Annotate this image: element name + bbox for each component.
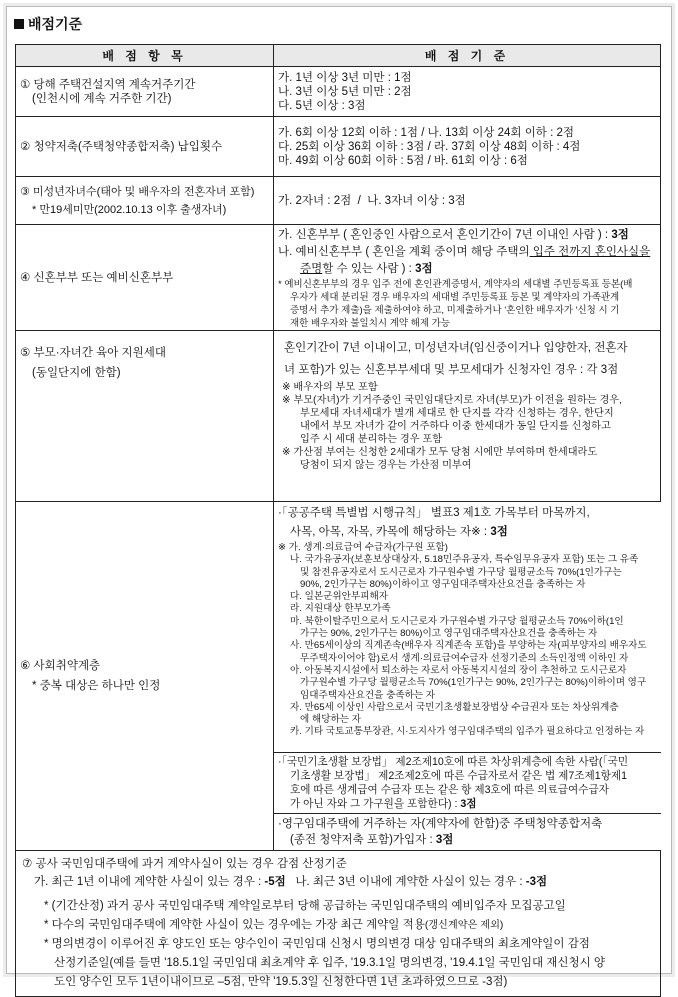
text: 나. 최근 3년 이내에 계약한 사실이 있는 경우 : bbox=[285, 876, 526, 888]
text: 기초생활 보장법」 제2조제2호에 따른 수급자로서 같은 법 제7조제1항제1 bbox=[290, 770, 627, 782]
text: 마. 49회 이상 60회 이하 : 5점 / 바. 61회 이상 : 6점 bbox=[278, 154, 528, 167]
text: ① 당해 주택건설지역 계속거주기간 bbox=[20, 78, 196, 91]
scoring-table bbox=[15, 44, 661, 997]
row2-item bbox=[16, 117, 274, 177]
text: ⑤ 부모·자녀간 육아 지원세대 bbox=[20, 347, 166, 359]
text: 가. 최근 1년 이내에 계약한 사실이 있는 경우 : bbox=[34, 876, 265, 888]
table-row bbox=[16, 117, 661, 177]
note: 도인 양수인 모두 1년이내이므로 –5점, 만약 '19.5.3일 신청한다면 1년 초과하였으므로 -3점) bbox=[54, 976, 508, 988]
note: 입주 시 세대 분리하는 경우 포함 bbox=[300, 434, 443, 445]
text: 호에 따른 생계급여 수급자 또는 같은 항 제3호에 따른 의료급여수급자 bbox=[290, 784, 609, 796]
note: ※ 가. 생계·의료급여 수급자(가구원 포함) bbox=[278, 542, 448, 553]
section-title bbox=[14, 14, 82, 34]
text: 녀 포함)가 있는 신혼부부세대 및 부모세대가 신청자인 경우 : 각 3점 bbox=[284, 364, 619, 376]
text: (인천시에 계속 거주한 기간) bbox=[32, 92, 172, 105]
row6-sub2 bbox=[274, 753, 661, 814]
text: ③ 미성년자녀수(태아 및 배우자의 전혼자녀 포함) bbox=[20, 185, 255, 198]
text: ⑦ 공사 국민임대주택에 과거 계약사실이 있는 경우 감점 산정기준 bbox=[22, 858, 347, 870]
table-row bbox=[16, 331, 661, 502]
note: 자. 만65세 이상인 사람으로서 국민기초생활보장법상 수급권자 또는 차상위계층 bbox=[290, 701, 619, 713]
text: 나. 예비신혼부부 ( 혼인을 계획 중이며 해당 주택의 bbox=[278, 246, 530, 258]
text: ·영구임대주택에 거주하는 자(계약자에 한함)중 주택청약종합저축 bbox=[278, 818, 603, 830]
note: 우자가 세대 분리된 경우 배우자의 세대별 주민등록표 등본 및 계약자의 가족관계 bbox=[290, 292, 620, 303]
row5-item bbox=[16, 331, 274, 502]
note: * (기간산정) 과거 공사 국민임대주택 계약일로부터 당해 공급하는 국민임대주택의 예비입주자 모집공고일 bbox=[44, 900, 566, 912]
note: 나. 국가유공자(보훈보상대상자, 5.18민주유공자, 특수임무유공자 포함) 또는 그 유족 bbox=[290, 554, 639, 566]
text: (종전 청약저축 포함)가입자 : bbox=[290, 834, 436, 846]
note: 라. 지원대상 한부모가족 bbox=[290, 603, 391, 615]
table-row bbox=[16, 67, 661, 117]
note: 가구원수별 가구당 월평균소득 70%(1인가구는 90%, 2인가구는 80%)이하이며 영구 bbox=[300, 677, 647, 689]
text: 다. 25회 이상 36회 이하 : 3점 / 라. 37회 이상 48회 이하 : 4점 bbox=[278, 140, 581, 153]
table-row bbox=[16, 851, 661, 997]
section-title-text: 배점기준 bbox=[28, 16, 83, 32]
text: ② 청약저축(주택청약종합저축) 납입횟수 bbox=[20, 140, 223, 153]
text: ⑥ 사회취약계층 bbox=[20, 660, 101, 672]
note: 및 참전유공자로서 도시근로자 가구원수별 가구당 월평균소득 70%(1인가구는 bbox=[300, 566, 622, 578]
points: 3점 bbox=[415, 263, 433, 275]
header-criteria: 배 점 기 준 bbox=[274, 45, 661, 67]
note: 임대주택자산요건을 충족하는 자 bbox=[300, 689, 436, 701]
row6-sub1 bbox=[274, 502, 661, 753]
text: 가. 신혼부부 ( 혼인중인 사람으로서 혼인기간이 7년 이내인 사람 ) : bbox=[278, 229, 612, 241]
row4-criteria bbox=[274, 225, 661, 331]
text: 가. 6회 이상 12회 이하 : 1점 / 나. 13회 이상 24회 이하 : 2점 bbox=[278, 126, 575, 139]
note: 내에서 부모 자녀가 같이 거주하다 이중 한세대가 동일 단지를 신청하고 bbox=[300, 421, 611, 432]
note: 아. 아동복지시설에서 퇴소하는 자로서 아동복지시설의 장이 추천하고 도시근로자 bbox=[290, 664, 627, 676]
text: 다. 5년 이상 : 3점 bbox=[278, 99, 366, 112]
underlined-text: 입주 전까지 혼인사실을 bbox=[529, 246, 651, 258]
text: * 만19세미만(2002.10.13 이후 출생자녀) bbox=[32, 203, 227, 216]
text: 사목, 아목, 자목, 카목에 해당하는 자※ : bbox=[290, 526, 491, 538]
note: ※ 배우자의 부모 포함 bbox=[282, 382, 378, 393]
row6-sub3 bbox=[274, 814, 661, 851]
note: (갱신계약은 제외) bbox=[424, 920, 504, 931]
row6-subtable bbox=[274, 502, 661, 850]
text: 가 아닌 자와 그 가구원을 포함한다) : bbox=[290, 798, 461, 810]
text: 나. 3년 이상 5년 미만 : 2점 bbox=[278, 85, 412, 98]
row4-item bbox=[16, 225, 274, 331]
points: -5점 bbox=[264, 876, 286, 888]
note: 산정기준일(예를 들면 '18.5.1일 국민임대 최초계약 후 입주, '19.3.1일 명의변경, '19.4.1일 국민임대 재신청시 양 bbox=[54, 957, 605, 969]
points: 3점 bbox=[460, 798, 477, 810]
note: 다. 일본군위안부피해자 bbox=[290, 591, 389, 603]
row3-item bbox=[16, 177, 274, 225]
square-bullet-icon bbox=[14, 19, 24, 29]
table-row bbox=[16, 177, 661, 225]
text: ④ 신혼부부 또는 예비신혼부부 bbox=[20, 271, 174, 284]
note: 무주택자이어야 함)로서 생계·의료급여수급자 선정기준의 소득인정액 이하인 자 bbox=[300, 652, 629, 664]
note: * 예비신혼부부의 경우 입주 전에 혼인관계증명서, 계약자의 세대별 주민등록표 등본(배 bbox=[278, 279, 633, 290]
note: 에 해당하는 자 bbox=[300, 714, 361, 726]
text: * 중복 대상은 하나만 인정 bbox=[32, 680, 161, 692]
row1-item bbox=[16, 67, 274, 117]
note: 부모세대 자녀세대가 별개 세대로 한 단지를 각각 신청하는 경우, 한단지 bbox=[300, 408, 614, 419]
row6-criteria bbox=[274, 502, 661, 851]
points: 3점 bbox=[435, 834, 454, 846]
text: 할 수 있는 사람 ) : bbox=[322, 263, 416, 275]
note: 재한 배우자와 불일치시 계약 해제 가능 bbox=[290, 318, 451, 329]
row7-penalty bbox=[16, 851, 661, 997]
points: 3점 bbox=[611, 229, 629, 241]
text: ·「공공주택 특별법 시행규칙」 별표3 제1호 가목부터 마목까지, bbox=[278, 507, 590, 519]
text: (동일단지에 한함) bbox=[32, 367, 121, 379]
header-item: 배 점 항 목 bbox=[16, 45, 274, 67]
row6-item bbox=[16, 502, 274, 851]
note: ※ 가산점 부여는 신청한 2세대가 모두 당첨 시에만 부여하며 한세대라도 bbox=[282, 447, 598, 458]
row2-criteria bbox=[274, 117, 661, 177]
note: 가구는 90%, 2인가구는 80%)이고 영구임대주택자산요건을 충족하는 자 bbox=[300, 628, 598, 640]
note: 증명서 추가 제출)을 제출하여야 하고, 미제출하거나 '혼인한 배우자가 '신청 시 기 bbox=[290, 305, 620, 316]
row3-criteria bbox=[274, 177, 661, 225]
points: -3점 bbox=[525, 876, 548, 888]
note: * 다수의 국민임대주택에 계약한 사실이 있는 경우에는 가장 최근 계약일 적용 bbox=[44, 919, 425, 931]
note: ※ 부모(자녀)가 기거주중인 국민임대단지로 자녀(부모)가 이전을 원하는 경우, bbox=[282, 395, 622, 406]
note: 당첨이 되지 않는 경우는 가산점 미부여 bbox=[300, 460, 472, 471]
table-row bbox=[16, 502, 661, 851]
text: ·「국민기초생활 보장법」 제2조제10호에 따른 차상위계층에 속한 사람(「국민 bbox=[278, 756, 629, 768]
points: 3점 bbox=[490, 526, 508, 538]
text: 가. 1년 이상 3년 미만 : 1점 bbox=[278, 71, 412, 84]
table-header bbox=[16, 45, 661, 67]
note: 90%, 2인가구는 80%)이하이고 영구임대주택자산요건을 충족하는 자 bbox=[300, 578, 586, 590]
note: * 명의변경이 이루어진 후 양도인 또는 양수인이 국민임대 신청시 명의변경 대상 임대주택의 최초계약일이 감점 bbox=[44, 938, 590, 950]
table-row bbox=[16, 225, 661, 331]
note: 사. 만65세이상의 직계존속(배우자 직계존속 포함)을 부양하는 자(피부양자의 배우자도 bbox=[290, 640, 647, 652]
text: 혼인기간이 7년 이내이고, 미성년자녀(임신중이거나 입양한자, 전혼자 bbox=[284, 342, 628, 354]
row1-criteria bbox=[274, 67, 661, 117]
note: 카. 기타 국토교통부장관, 시·도지사가 영구임대주택의 입주가 필요하다고 인정하는 자 bbox=[290, 726, 645, 738]
row5-criteria bbox=[274, 331, 661, 502]
text: 가. 2자녀 : 2점 / 나. 3자녀 이상 : 3점 bbox=[278, 194, 466, 207]
note: 마. 북한이탈주민으로서 도시근로자 가구원수별 가구당 월평균소득 70%이하(1인 bbox=[290, 615, 624, 627]
underlined-text: 증명 bbox=[300, 263, 323, 275]
